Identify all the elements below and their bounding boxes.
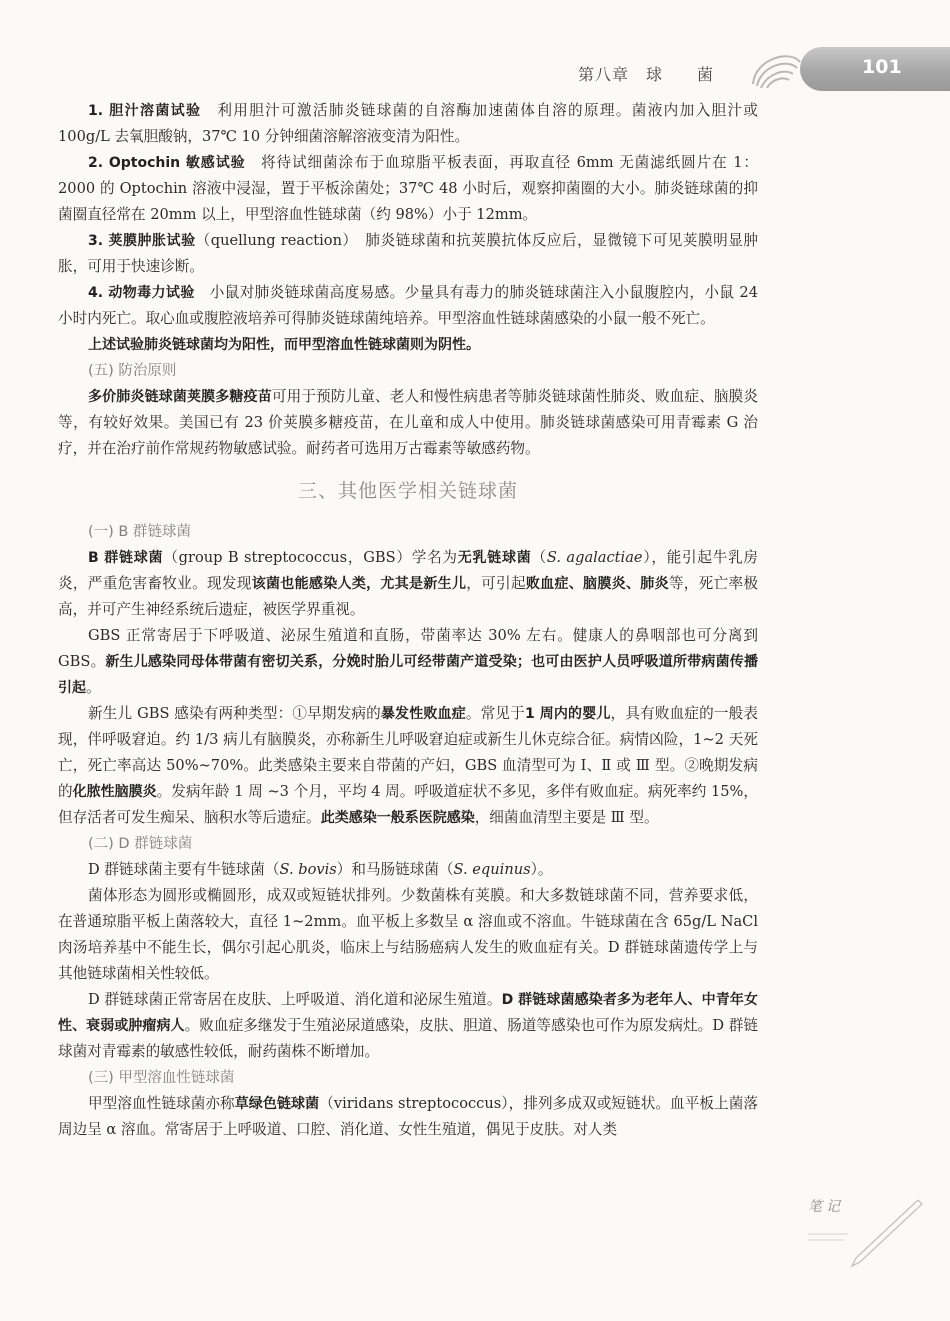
paragraph-animal-virulence-test: 4. 动物毒力试验 小鼠对肺炎链球菌高度易感。少量具有毒力的肺炎链球菌注入小鼠腹腔内，小鼠 24 小时内死亡。取心血或腹腔液培养可得肺炎链球菌纯培养。甲型溶血性链球菌感染的小鼠一般不死亡。 (58, 284, 758, 327)
margin-notes (808, 1188, 928, 1268)
subheading-prevention: (五) 防治原则 (88, 363, 177, 379)
section-heading-other-streptococci: 三、其他医学相关链球菌 (297, 480, 518, 502)
paragraph-prevention: 多价肺炎链球菌荚膜多糖疫苗可用于预防儿童、老人和慢性病患者等肺炎链球菌性肺炎、败血症、脑膜炎等，有较好效果。美国已有 23 价荚膜多糖疫苗，在儿童和成人中使用。肺炎链球菌感染可用青霉素 G 治疗，并在治疗前作常规药物敏感试验。耐药者可选用万古霉素等敏感药物。 (58, 388, 759, 457)
swirl-ornament-icon (745, 44, 805, 94)
term-bile-solubility: 1. 胆汁溶菌试验 (88, 103, 202, 119)
paragraph-optochin-test: 2. Optochin 敏感试验 将待试细菌涂布于血琼脂平板表面，再取直径 6mm 无菌滤纸圆片在 1：2000 的 Optochin 溶液中浸湿，置于平板涂菌处；37℃ 48 小时后，观察抑菌圈的大小。肺炎链球菌的抑菌圈直径常在 20mm 以上，甲型溶血性链球菌（约 98%）小于 12mm。 (58, 154, 758, 223)
term-quellung: 3. 荚膜肿胀试验 (88, 233, 196, 249)
summary-sentence: 上述试验肺炎链球菌均为阳性，而甲型溶血性链球菌则为阴性。 (88, 337, 480, 353)
paragraph-gds-species: D 群链球菌主要有牛链球菌（S. bovis）和马肠链球菌（S. equinus）。 (88, 861, 553, 878)
notes-label: 笔记 (808, 1199, 844, 1215)
paragraph-viridans: 甲型溶血性链球菌亦称草绿色链球菌（viridans streptococcus），排列多成双或短链状。血平板上菌落周边呈 α 溶血。常寄居于上呼吸道、口腔、消化道、女性生殖道，偶见于皮肤。对人类 (58, 1095, 758, 1138)
paragraph-gbs-intro: B 群链球菌（group B streptococcus，GBS）学名为无乳链球菌（S. agalactiae），能引起牛乳房炎，严重危害畜牧业。现发现该菌也能感染人类，尤其是新生儿，可引起败血症、脑膜炎、肺炎等，死亡率极高，并可产生神经系统后遗症，被医学界重视。 (58, 549, 759, 618)
paragraph-gbs-neonatal: 新生儿 GBS 感染有两种类型：①早期发病的暴发性败血症。常见于1 周内的婴儿，具有败血症的一般表现，伴呼吸窘迫。约 1/3 病儿有脑膜炎，亦称新生儿呼吸窘迫症或新生儿休克综合征。病情凶险，1~2 天死亡，死亡率高达 50%~70%。此类感染主要来自带菌的产妇，GBS 血清型可为 Ⅰ、Ⅱ 或 Ⅲ 型。②晚期发病的化脓性脑膜炎。发病年龄 1 周 ~3 个月，平均 4 周。呼吸道症状不多见，多伴有败血症。病死率约 15%，但存活者可发生痴呆、脑积水等后遗症。此类感染一般系医院感染，细菌血清型主要是 Ⅲ 型。 (58, 705, 758, 826)
page-body (58, 98, 758, 1143)
page-number-tab (800, 47, 950, 91)
paragraph-gbs-carriage: GBS 正常寄居于下呼吸道、泌尿生殖道和直肠，带菌率达 30% 左右。健康人的鼻咽部也可分离到 GBS。新生儿感染同母体带菌有密切关系，分娩时胎儿可经带菌产道受染；也可由医护人员呼吸道所带病菌传播引起。 (58, 627, 758, 696)
paragraph-gds-habitat: D 群链球菌正常寄居在皮肤、上呼吸道、消化道和泌尿生殖道。D 群链球菌感染者多为老年人、中青年女性、衰弱或肿瘤病人。败血症多继发于生殖泌尿道感染，皮肤、胆道、肠道等感染也可作为原发病灶。D 群链球菌对青霉素的敏感性较低，耐药菌株不断增加。 (58, 991, 759, 1060)
chapter-title: 第八章 球 菌 (578, 65, 715, 84)
subheading-alpha-hemolytic: (三) 甲型溶血性链球菌 (88, 1070, 235, 1086)
paragraph-bile-solubility-test: 1. 胆汁溶菌试验 利用胆汁可激活肺炎链球菌的自溶酶加速菌体自溶的原理。菌液内加入胆汁或 100g/L 去氧胆酸钠，37℃ 10 分钟细菌溶解溶液变清为阳性。 (58, 102, 758, 145)
page-header (0, 40, 950, 100)
paragraph-quellung-test: 3. 荚膜肿胀试验（quellung reaction） 肺炎链球菌和抗荚膜抗体反应后，显微镜下可见荚膜明显肿胀，可用于快速诊断。 (58, 232, 759, 275)
subheading-group-b: (一) B 群链球菌 (88, 524, 191, 540)
subheading-group-d: (二) D 群链球菌 (88, 836, 193, 852)
page-number: 101 (862, 56, 902, 78)
paragraph-gds-morphology: 菌体形态为圆形或椭圆形，成双或短链状排列。少数菌株有荚膜。和大多数链球菌不同，营养要求低，在普通琼脂平板上菌落较大，直径 1~2mm。血平板上多数呈 α 溶血或不溶血。牛链球菌在含 65g/L NaCl 肉汤培养基中不能生长，偶尔引起心肌炎，临床上与结肠癌病人发生的败血症有关。D 群链球菌遗传学上与其他链球菌相关性较低。 (58, 887, 758, 982)
term-animal-virulence: 4. 动物毒力试验 (88, 285, 195, 301)
term-optochin: 2. Optochin 敏感试验 (88, 155, 246, 171)
